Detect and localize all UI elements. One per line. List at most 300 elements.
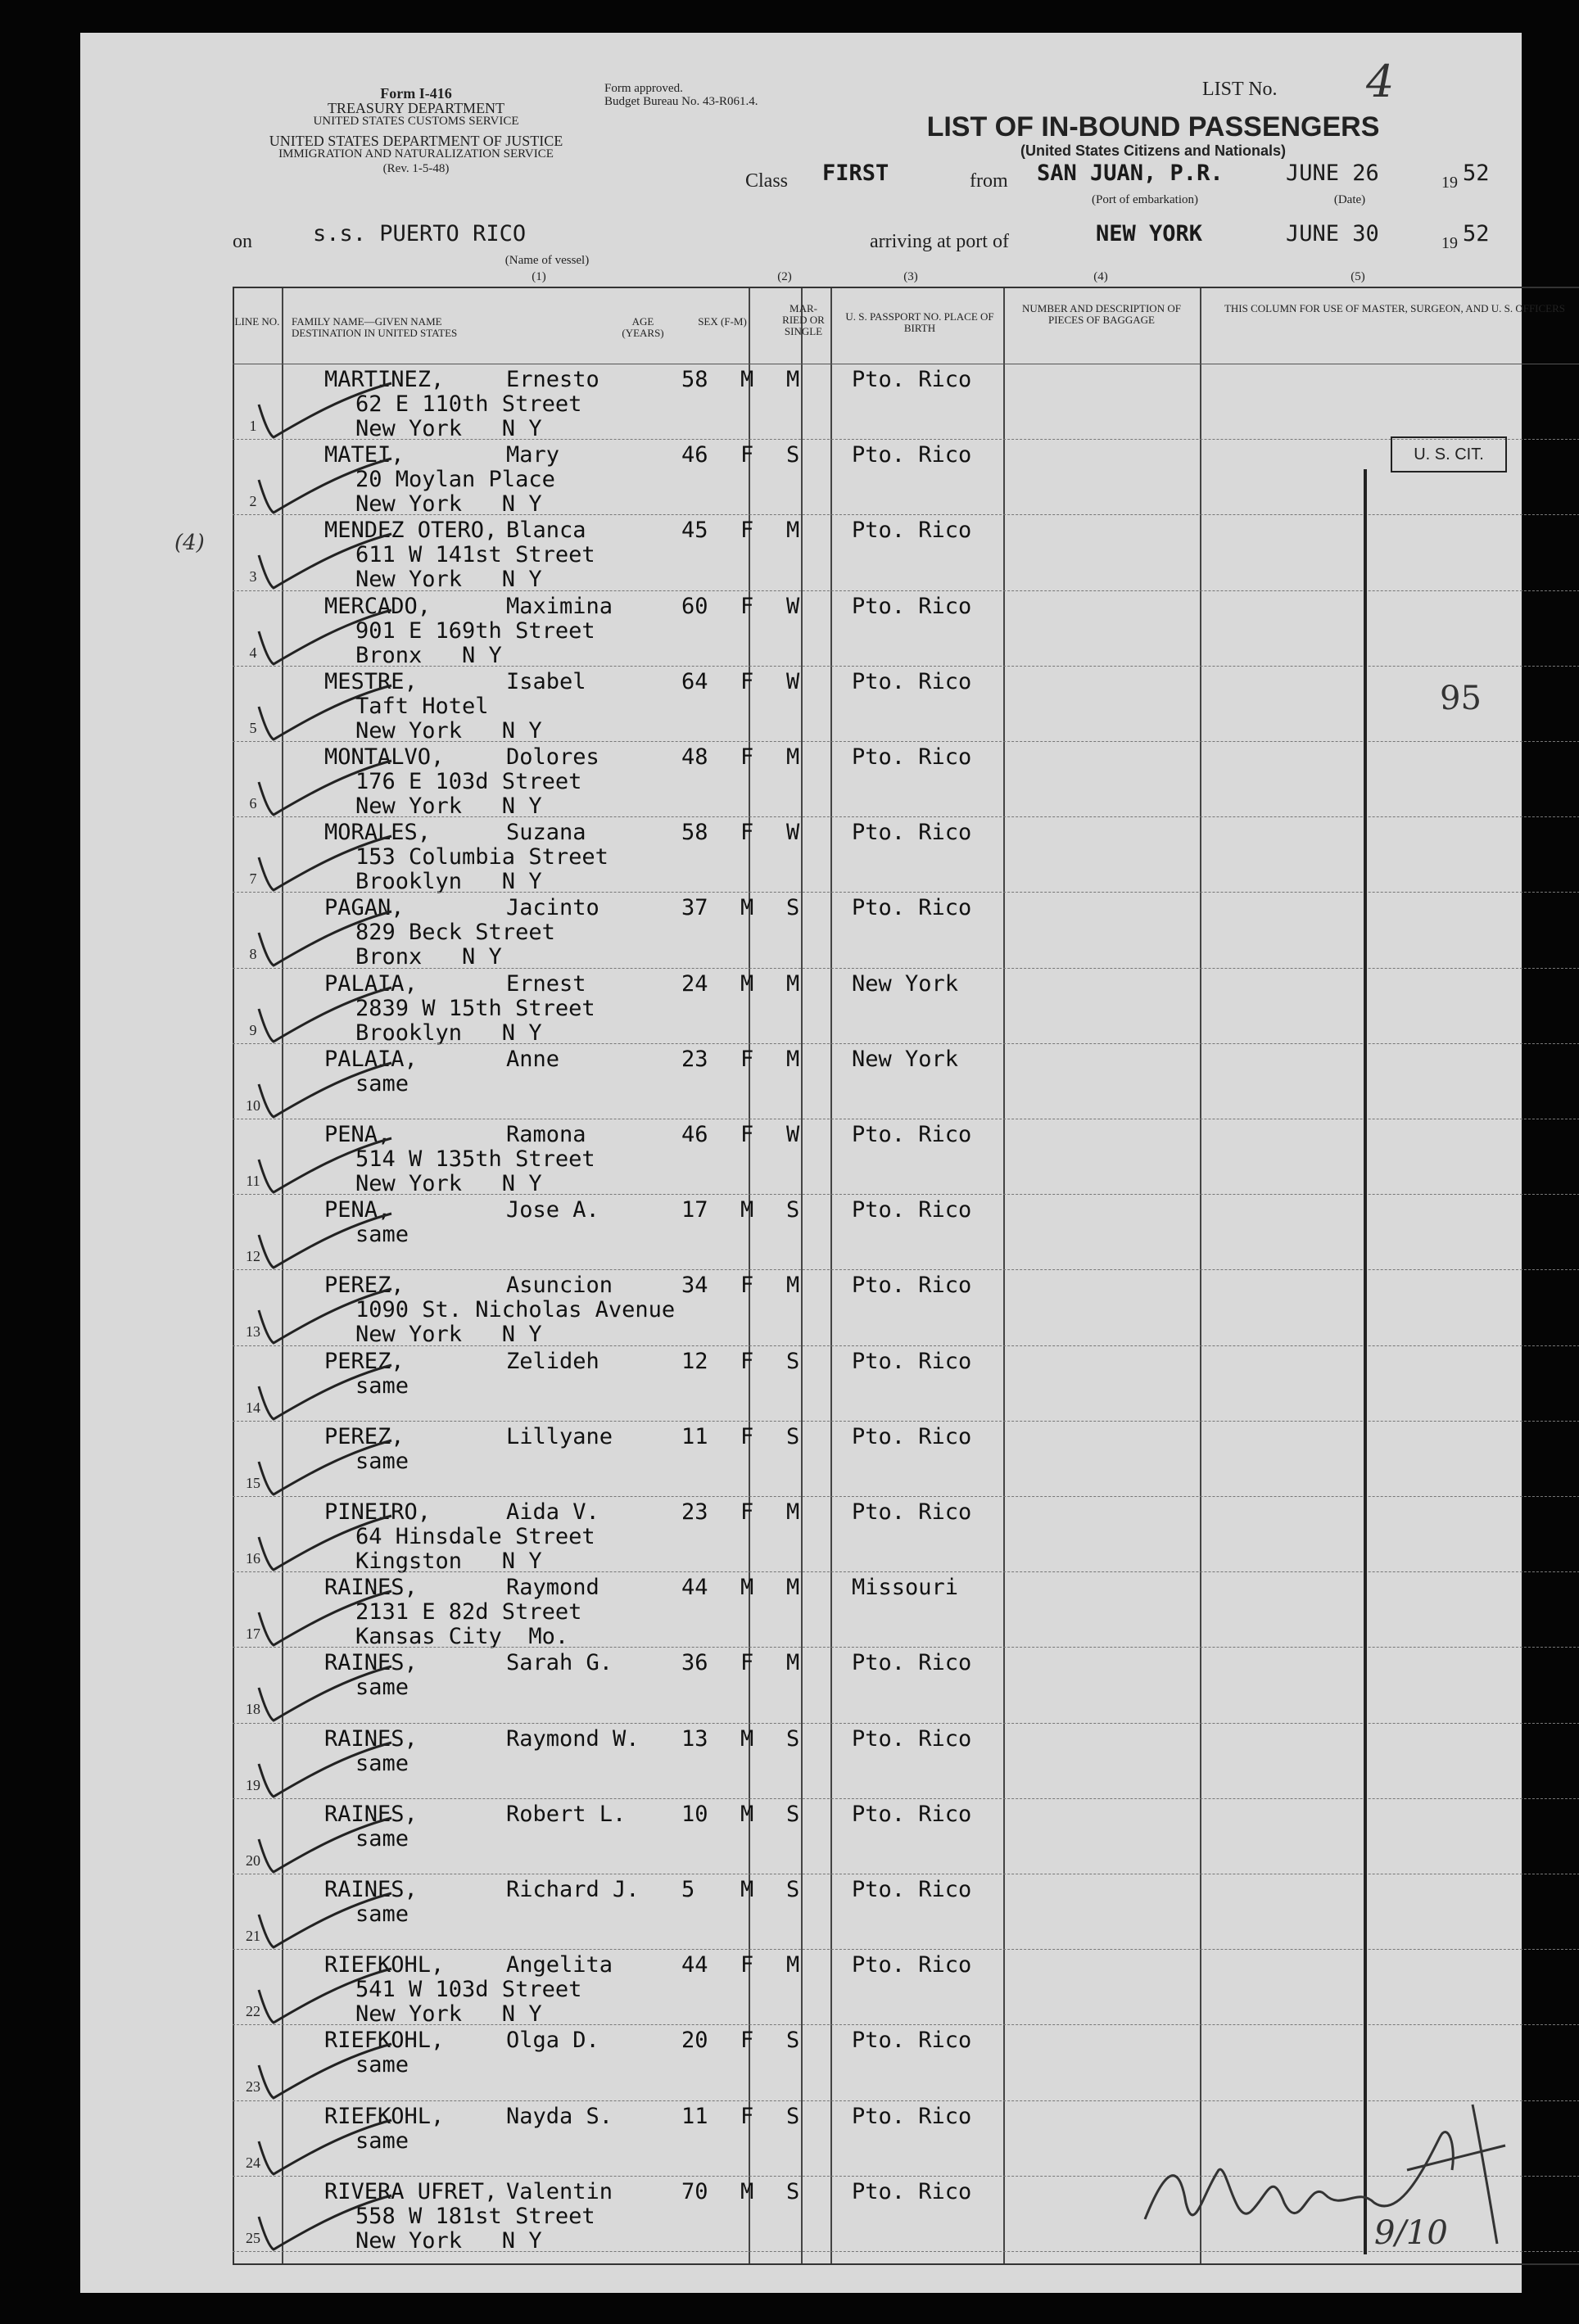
passenger-address-2: New York N Y [355, 416, 542, 441]
passenger-sex: F [740, 1046, 754, 1072]
passenger-family-name: RAINES, [324, 1725, 418, 1752]
check-mark [252, 1210, 400, 1276]
passenger-family-name: RIVERA UFRET, [324, 2178, 498, 2204]
officer-bracket-line [1364, 469, 1367, 2254]
passenger-given-name: Blanca [506, 518, 586, 544]
line-number: 12 [246, 1248, 260, 1265]
passenger-address-2: New York N Y [355, 794, 542, 819]
passenger-given-name: Asuncion [506, 1273, 613, 1299]
passenger-given-name: Ramona [506, 1122, 586, 1147]
row-divider [233, 439, 1579, 440]
passenger-sex: F [740, 1122, 754, 1147]
passenger-birthplace: Pto. Rico [852, 1725, 972, 1752]
passenger-address-2: Kingston N Y [355, 1549, 542, 1574]
passenger-age: 24 [681, 970, 708, 997]
row-divider [233, 892, 1579, 893]
passenger-family-name: MENDEZ OTERO, [324, 518, 498, 544]
passenger-birthplace: Pto. Rico [852, 1952, 972, 1978]
passenger-sex: M [740, 2178, 754, 2204]
passenger-address-2: Bronx N Y [355, 642, 502, 668]
col-num-3: (3) [903, 270, 918, 283]
embark-year: 52 [1463, 161, 1490, 186]
vessel-name: s.s. PUERTO RICO [313, 221, 527, 246]
passenger-birthplace: Pto. Rico [852, 442, 972, 468]
passenger-marital-status: S [786, 1725, 800, 1752]
line-number: 13 [246, 1323, 260, 1341]
passenger-marital-status: M [786, 1046, 800, 1072]
passenger-family-name: MONTALVO, [324, 744, 445, 770]
passenger-marital-status: M [786, 1952, 800, 1978]
check-mark [252, 833, 400, 898]
page-mark: 95 [1440, 680, 1482, 717]
passenger-marital-status: S [786, 442, 800, 468]
check-mark [252, 2041, 400, 2106]
passenger-sex: F [740, 593, 754, 619]
passenger-marital-status: W [786, 1122, 800, 1147]
passenger-marital-status: S [786, 895, 800, 921]
list-no-label: LIST No. [1202, 79, 1278, 100]
passenger-sex: M [740, 1801, 754, 1827]
passenger-address-1: 62 E 110th Street [355, 391, 582, 417]
passenger-sex: F [740, 820, 754, 846]
row-divider [233, 1269, 1579, 1270]
line-number: 21 [246, 1928, 260, 1944]
line-number: 5 [249, 719, 257, 736]
passenger-address-2: Bronx N Y [355, 944, 502, 970]
passenger-sex: M [740, 1725, 754, 1752]
line-number: 9 [249, 1021, 257, 1038]
passenger-birthplace: Pto. Rico [852, 2178, 972, 2204]
passenger-age: 12 [681, 1348, 708, 1374]
passenger-given-name: Lillyane [506, 1423, 613, 1449]
row-divider [233, 1723, 1579, 1724]
passenger-age: 23 [681, 1499, 708, 1525]
embark-port: SAN JUAN, P.R. [1037, 161, 1224, 186]
passenger-marital-status: S [786, 2178, 800, 2204]
passenger-family-name: RAINES, [324, 1650, 418, 1676]
passenger-given-name: Ernest [506, 970, 586, 997]
passenger-birthplace: Pto. Rico [852, 2028, 972, 2054]
arrival-date: JUNE 30 [1286, 221, 1379, 246]
check-mark [252, 455, 400, 521]
check-mark [252, 682, 400, 748]
passenger-given-name: Richard J. [506, 1877, 640, 1902]
passenger-address-1: 153 Columbia Street [355, 844, 609, 870]
passenger-age: 36 [681, 1650, 708, 1676]
line-number: 10 [246, 1096, 260, 1114]
passenger-address-1: 514 W 135th Street [355, 1146, 595, 1172]
vessel-caption: (Name of vessel) [504, 254, 590, 267]
row-divider [233, 1798, 1579, 1799]
passenger-sex: F [740, 518, 754, 544]
passenger-sex: M [740, 970, 754, 997]
passenger-birthplace: Pto. Rico [852, 744, 972, 770]
row-divider [233, 1949, 1579, 1950]
passenger-birthplace: Pto. Rico [852, 367, 972, 392]
line-number: 7 [249, 870, 257, 888]
passenger-marital-status: S [786, 1423, 800, 1449]
row-divider [233, 590, 1579, 591]
check-mark [252, 1135, 400, 1200]
passenger-birthplace: New York [852, 1046, 959, 1072]
passenger-marital-status: M [786, 367, 800, 392]
passenger-sex: F [740, 1952, 754, 1978]
passenger-sex: M [740, 1877, 754, 1902]
check-mark [252, 607, 400, 672]
check-mark [252, 1286, 400, 1351]
passenger-address-1: 20 Moylan Place [355, 467, 555, 493]
passenger-address-1: same [355, 2052, 409, 2078]
passenger-birthplace: Missouri [852, 1575, 959, 1601]
row-divider [233, 1571, 1579, 1572]
passenger-sex: F [740, 2103, 754, 2129]
passenger-marital-status: S [786, 2028, 800, 2054]
passenger-age: 45 [681, 518, 708, 544]
list-no-value: 4 [1366, 56, 1395, 107]
passenger-address-1: 901 E 169th Street [355, 617, 595, 644]
passenger-marital-status: M [786, 744, 800, 770]
line-number: 20 [246, 1852, 260, 1869]
line-number: 8 [249, 946, 257, 963]
arrival-port: NEW YORK [1096, 221, 1203, 246]
passenger-family-name: RAINES, [324, 1801, 418, 1827]
line-number: 18 [246, 1701, 260, 1718]
col-divider [801, 288, 803, 2263]
passenger-birthplace: Pto. Rico [852, 1122, 972, 1147]
passenger-age: 46 [681, 1122, 708, 1147]
row-divider [233, 1421, 1579, 1422]
passenger-family-name: RAINES, [324, 1575, 418, 1601]
line-number: 4 [249, 644, 257, 661]
class-value: FIRST [822, 161, 889, 186]
check-mark [252, 1663, 400, 1729]
passenger-sex: F [740, 1423, 754, 1449]
arriving-label: arriving at port of [870, 231, 1009, 252]
passenger-address-1: Taft Hotel [355, 693, 489, 719]
manifest-page [80, 33, 1566, 2293]
passenger-sex: F [740, 1499, 754, 1525]
col-sex: SEX (F-M) [698, 315, 747, 328]
row-divider [233, 1345, 1579, 1346]
passenger-address-2: New York N Y [355, 2227, 542, 2254]
customs-service: UNITED STATES CUSTOMS SERVICE [313, 115, 519, 128]
passenger-family-name: RIEFKOHL, [324, 2103, 445, 2129]
check-mark [252, 1739, 400, 1805]
passenger-marital-status: M [786, 1273, 800, 1299]
passenger-family-name: PINEIRO, [324, 1499, 432, 1525]
passenger-birthplace: New York [852, 970, 959, 997]
passenger-address-1: 611 W 141st Street [355, 542, 595, 568]
passenger-sex: M [740, 1197, 754, 1223]
check-mark [252, 1437, 400, 1503]
passenger-birthplace: Pto. Rico [852, 895, 972, 921]
passenger-address-1: same [355, 1070, 409, 1096]
passenger-given-name: Valentin [506, 2178, 613, 2204]
passenger-family-name: PENA, [324, 1197, 391, 1223]
line-number: 6 [249, 795, 257, 812]
margin-mark: (4) [174, 531, 205, 555]
passenger-age: 64 [681, 668, 708, 694]
check-mark [252, 1965, 400, 2031]
row-divider [233, 514, 1579, 515]
col-name: FAMILY NAME—GIVEN NAME DESTINATION IN UNITED STATES [292, 315, 458, 339]
row-divider [233, 816, 1579, 817]
ins-service: IMMIGRATION AND NATURALIZATION SERVICE [278, 147, 554, 161]
col-married: MAR- RIED OR SINGLE [782, 302, 825, 337]
passenger-marital-status: S [786, 1197, 800, 1223]
row-divider [233, 741, 1579, 742]
passenger-sex: F [740, 668, 754, 694]
passenger-address-2: New York N Y [355, 2001, 542, 2028]
on-label: on [233, 231, 252, 252]
class-label: Class [745, 170, 789, 192]
passenger-address-1: 829 Beck Street [355, 920, 555, 946]
passenger-marital-status: W [786, 593, 800, 619]
passenger-given-name: Olga D. [506, 2028, 599, 2054]
passenger-marital-status: M [786, 1499, 800, 1525]
line-number: 25 [246, 2229, 260, 2246]
line-number: 1 [249, 418, 257, 434]
passenger-sex: F [740, 1650, 754, 1676]
col-line-no: LINE NO. [234, 315, 280, 328]
form-approved: Form approved. [604, 82, 683, 95]
row-divider [233, 968, 1579, 969]
passenger-family-name: PALAIA, [324, 970, 418, 997]
passenger-sex: F [740, 1273, 754, 1299]
passenger-address-2: Kansas City Mo. [355, 1624, 569, 1650]
passenger-age: 17 [681, 1197, 708, 1223]
passenger-family-name: PALAIA, [324, 1046, 418, 1072]
col-num-1: (1) [532, 270, 546, 283]
passenger-marital-status: S [786, 2103, 800, 2129]
passenger-address-2: Brooklyn N Y [355, 1020, 542, 1046]
revision: (Rev. 1-5-48) [382, 162, 450, 175]
date-caption: (Date) [1333, 193, 1366, 206]
line-number: 22 [246, 2003, 260, 2020]
passenger-age: 44 [681, 1575, 708, 1601]
passenger-age: 11 [681, 2103, 708, 2129]
passenger-family-name: MERCADO, [324, 593, 432, 619]
passenger-age: 48 [681, 744, 708, 770]
passenger-address-1: same [355, 2127, 409, 2154]
passenger-given-name: Ernesto [506, 367, 599, 392]
col-divider [1003, 288, 1005, 2263]
passenger-address-1: 64 Hinsdale Street [355, 1524, 595, 1549]
passenger-marital-status: M [786, 1575, 800, 1601]
passenger-birthplace: Pto. Rico [852, 1348, 972, 1374]
passenger-address-1: same [355, 1372, 409, 1399]
passenger-address-2: Brooklyn N Y [355, 869, 542, 895]
passenger-family-name: PENA, [324, 1122, 391, 1147]
passenger-family-name: PEREZ, [324, 1273, 405, 1299]
passenger-given-name: Aida V. [506, 1499, 599, 1525]
passenger-address-2: New York N Y [355, 1171, 542, 1196]
passenger-family-name: RAINES, [324, 1877, 418, 1902]
passenger-given-name: Zelideh [506, 1348, 599, 1374]
line-number: 2 [249, 493, 257, 510]
passenger-family-name: PAGAN, [324, 895, 405, 921]
passenger-given-name: Raymond [506, 1575, 599, 1601]
passenger-age: 44 [681, 1952, 708, 1978]
passenger-given-name: Dolores [506, 744, 599, 770]
passenger-marital-status: M [786, 970, 800, 997]
passenger-sex: F [740, 442, 754, 468]
passenger-age: 60 [681, 593, 708, 619]
passenger-family-name: MATEI, [324, 442, 405, 468]
treasury-dept: TREASURY DEPARTMENT [327, 100, 505, 116]
passenger-given-name: Raymond W. [506, 1725, 640, 1752]
check-mark [252, 757, 400, 823]
passenger-given-name: Anne [506, 1046, 560, 1072]
row-divider [233, 1194, 1579, 1195]
passenger-given-name: Jose A. [506, 1197, 599, 1223]
passenger-address-2: New York N Y [355, 491, 542, 518]
arrival-year: 52 [1463, 221, 1490, 246]
check-mark [252, 1512, 400, 1578]
passenger-address-1: same [355, 1825, 409, 1852]
passenger-family-name: MESTRE, [324, 668, 418, 694]
check-mark [252, 1362, 400, 1427]
col-officers: THIS COLUMN FOR USE OF MASTER, SURGEON, AND U. S. OFFICERS [1224, 302, 1566, 314]
check-mark [252, 2192, 400, 2258]
from-label: from [970, 170, 1008, 192]
check-mark [252, 380, 400, 445]
passenger-address-1: same [355, 1750, 409, 1776]
passenger-marital-status: W [786, 668, 800, 694]
passenger-age: 23 [681, 1046, 708, 1072]
row-divider [233, 1496, 1579, 1497]
passenger-age: 58 [681, 820, 708, 846]
passenger-age: 20 [681, 2028, 708, 2054]
justice-dept: UNITED STATES DEPARTMENT OF JUSTICE [269, 133, 563, 149]
passenger-address-1: 1090 St. Nicholas Avenue [355, 1297, 676, 1323]
line-number: 17 [246, 1625, 260, 1643]
passenger-given-name: Isabel [506, 668, 586, 694]
passenger-given-name: Mary [506, 442, 560, 468]
row-divider [233, 1647, 1579, 1648]
line-number: 24 [246, 2154, 260, 2171]
col-num-5: (5) [1351, 270, 1365, 283]
passenger-marital-status: M [786, 518, 800, 544]
passenger-birthplace: Pto. Rico [852, 1650, 972, 1676]
passenger-marital-status: S [786, 1801, 800, 1827]
passenger-sex: M [740, 367, 754, 392]
passenger-address-1: same [355, 1675, 409, 1701]
check-mark [252, 1588, 400, 1653]
passenger-birthplace: Pto. Rico [852, 1499, 972, 1525]
line-number: 15 [246, 1474, 260, 1491]
col-num-2: (2) [777, 270, 792, 283]
passenger-birthplace: Pto. Rico [852, 593, 972, 619]
embark-date: JUNE 26 [1286, 161, 1379, 186]
passenger-address-1: 2131 E 82d Street [355, 1599, 582, 1625]
passenger-birthplace: Pto. Rico [852, 2103, 972, 2129]
passenger-family-name: MORALES, [324, 820, 432, 846]
passenger-marital-status: S [786, 1877, 800, 1902]
passenger-age: 46 [681, 442, 708, 468]
passenger-address-2: New York N Y [355, 1322, 542, 1348]
passenger-address-2: New York N Y [355, 717, 542, 744]
passenger-address-1: 176 E 103d Street [355, 769, 582, 794]
passenger-given-name: Sarah G. [506, 1650, 613, 1676]
passenger-birthplace: Pto. Rico [852, 820, 972, 846]
passenger-sex: F [740, 2028, 754, 2054]
passenger-address-1: 558 W 181st Street [355, 2203, 595, 2229]
passenger-given-name: Suzana [506, 820, 586, 846]
check-mark [252, 908, 400, 974]
passenger-address-1: same [355, 1222, 409, 1248]
check-mark [252, 2117, 400, 2182]
passenger-age: 13 [681, 1725, 708, 1752]
passenger-age: 34 [681, 1273, 708, 1299]
line-number: 11 [246, 1173, 260, 1189]
passenger-given-name: Nayda S. [506, 2103, 613, 2129]
inspector-signature [1129, 2080, 1522, 2260]
passenger-sex: F [740, 1348, 754, 1374]
port-caption: (Port of embarkation) [1092, 193, 1198, 206]
col-passport: U. S. PASSPORT NO. PLACE OF BIRTH [845, 310, 994, 334]
line-number: 3 [249, 568, 257, 586]
col-age: AGE (YEARS) [622, 315, 664, 339]
passenger-birthplace: Pto. Rico [852, 1423, 972, 1449]
passenger-age: 11 [681, 1423, 708, 1449]
line-number: 23 [246, 2078, 260, 2096]
list-subtitle: (United States Citizens and Nationals) [1020, 142, 1287, 159]
passenger-address-2: New York N Y [355, 567, 542, 593]
passenger-address-1: same [355, 1901, 409, 1927]
passenger-family-name: RIEFKOHL, [324, 2028, 445, 2054]
line-number: 14 [246, 1399, 260, 1416]
line-number: 19 [246, 1776, 260, 1793]
passenger-birthplace: Pto. Rico [852, 1273, 972, 1299]
check-mark [252, 1060, 400, 1125]
passenger-birthplace: Pto. Rico [852, 518, 972, 544]
row-divider [233, 666, 1579, 667]
col-divider [1200, 288, 1201, 2263]
passenger-age: 5 [681, 1877, 695, 1902]
col-baggage: NUMBER AND DESCRIPTION OF PIECES OF BAGGAGE [1022, 302, 1181, 326]
row-divider [233, 1043, 1579, 1044]
passenger-birthplace: Pto. Rico [852, 1877, 972, 1902]
passenger-birthplace: Pto. Rico [852, 668, 972, 694]
passenger-birthplace: Pto. Rico [852, 1197, 972, 1223]
col-num-4: (4) [1093, 270, 1108, 283]
passenger-family-name: MARTINEZ, [324, 367, 445, 392]
passenger-family-name: PEREZ, [324, 1348, 405, 1374]
budget-bureau: Budget Bureau No. 43-R061.4. [604, 95, 758, 108]
svg-text:9/10: 9/10 [1374, 2214, 1448, 2252]
passenger-address-1: same [355, 1448, 409, 1474]
form-number: Form I-416 [380, 85, 452, 102]
passenger-sex: F [740, 744, 754, 770]
passenger-marital-status: S [786, 1348, 800, 1374]
passenger-address-1: 2839 W 15th Street [355, 995, 595, 1021]
year-prefix-1: 19 [1441, 174, 1458, 192]
check-mark [252, 1815, 400, 1880]
check-mark [252, 531, 400, 596]
passenger-marital-status: M [786, 1650, 800, 1676]
passenger-family-name: PEREZ, [324, 1423, 405, 1449]
passenger-given-name: Jacinto [506, 895, 599, 921]
passenger-sex: M [740, 895, 754, 921]
passenger-family-name: RIEFKOHL, [324, 1952, 445, 1978]
check-mark [252, 984, 400, 1050]
passenger-given-name: Maximina [506, 593, 613, 619]
passenger-age: 70 [681, 2178, 708, 2204]
us-citizen-stamp: U. S. CIT. [1391, 436, 1507, 472]
line-number: 16 [246, 1550, 260, 1567]
col-divider [830, 288, 832, 2263]
